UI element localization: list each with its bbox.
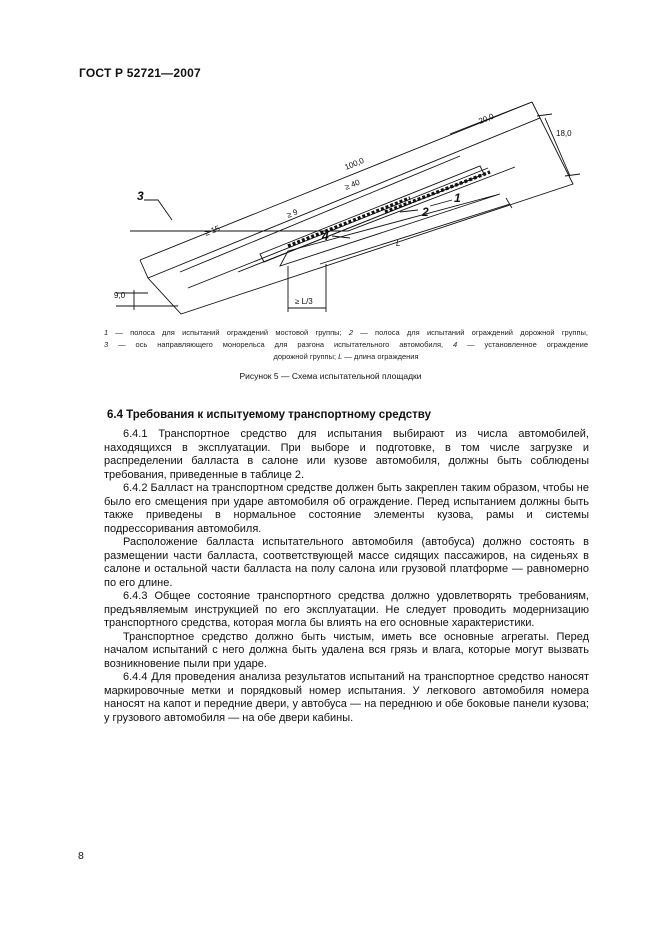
label-dim-18: 18,0 — [556, 129, 572, 138]
page-number: 8 — [78, 850, 84, 862]
barrier-strip-1 — [385, 172, 490, 212]
marker-2: 2 — [422, 205, 429, 219]
paragraph-6-4-2: 6.4.2 Балласт на транспортном средстве должен быть закреплен таким образом, чтобы не было его смещения при ударе автомобиля об ограждение. Перед испытанием должны быть также приведены в нормальное состояние элементы кузова, рамы и системы подрессоривания автомобиля. — [104, 482, 589, 535]
paragraph-cleanliness: Транспортное средство должно быть чистым, иметь все основные агрегаты. Перед началом испытаний с него должна быть удалена вся грязь и влага, которые могут вызвать возникновение пыли при ударе. — [104, 630, 589, 670]
paragraph-6-4-4: 6.4.4 Для проведения анализа результатов испытаний на транспортное средство наносят маркировочные метки и порядковый номер испытания. У легкового автомобиля номера наносят на капот и передние двери, у автобуса — на переднюю и обе боковые панели кузова; у грузового автомобиля — на обе двери кабины. — [104, 671, 589, 724]
marker-3: 3 — [137, 189, 144, 203]
paragraph-6-4-1: 6.4.1 Транспортное средство для испытания выбирают из числа автомобилей, находящихся в эксплуатации. При выборе и подготовке, в том числе загрузке и распределении балласта в салоне или кузове автомобиля, должны быть соблюдены требования, приведенные в таблице 2. — [104, 428, 589, 481]
figure-caption: Рисунок 5 — Схема испытательной площадки — [239, 371, 422, 381]
section-heading: 6.4 Требования к испытуемому транспортному средству — [107, 409, 431, 421]
barrier-strip-2 — [288, 198, 410, 246]
figure-legend: 1 — полоса для испытаний ограждений мостовой группы; 2 — полоса для испытаний ограждений дорожной группы, 3 — ось направляющего монорельса для разгона испытательного автомобиля, 4 — установленное ограждение дорожной группы; L — длина ограждения — [104, 328, 588, 361]
label-dim-40: ≥ 40 — [343, 177, 362, 192]
label-L: L — [396, 239, 401, 248]
marker-4: 4 — [322, 229, 329, 243]
lane-line-2 — [188, 168, 488, 288]
paragraph-ballast: Расположение балласта испытательного автомобиля (автобуса) должно состоять в размещении части балласта, соответствующей массе сидящих пассажиров, на сиденьях в салоне и остальной части балласта на полу салона или грузовой платформе — равномерно по его длине. — [104, 536, 589, 589]
marker-1: 1 — [454, 191, 461, 205]
label-dim-20: 20,0 — [477, 111, 496, 126]
label-dim-9-left: 9,0 — [114, 291, 126, 300]
paragraph-6-4-3: 6.4.3 Общее состояние транспортного средства должно удовлетворять требованиям, предъявляемым инструкцией по его эксплуатации. Не следует проводить модернизацию транспортного средства, которая могла бы влиять на его основные характеристики. — [104, 590, 589, 629]
dim-18-line — [537, 114, 580, 176]
lane-line-1 — [180, 156, 460, 272]
page-header: ГОСТ Р 52721—2007 — [79, 66, 201, 80]
dim-L-line — [320, 204, 510, 264]
section-body — [104, 428, 589, 725]
label-dim-L3: ≥ L/3 — [295, 297, 313, 306]
label-dim-9-top: ≥ 9 — [285, 207, 300, 220]
label-dim-100: 100,0 — [343, 156, 366, 172]
label-dim-15: ≥ 15 — [203, 223, 222, 238]
test-site-diagram — [100, 88, 600, 328]
test-area-outline — [148, 118, 573, 314]
